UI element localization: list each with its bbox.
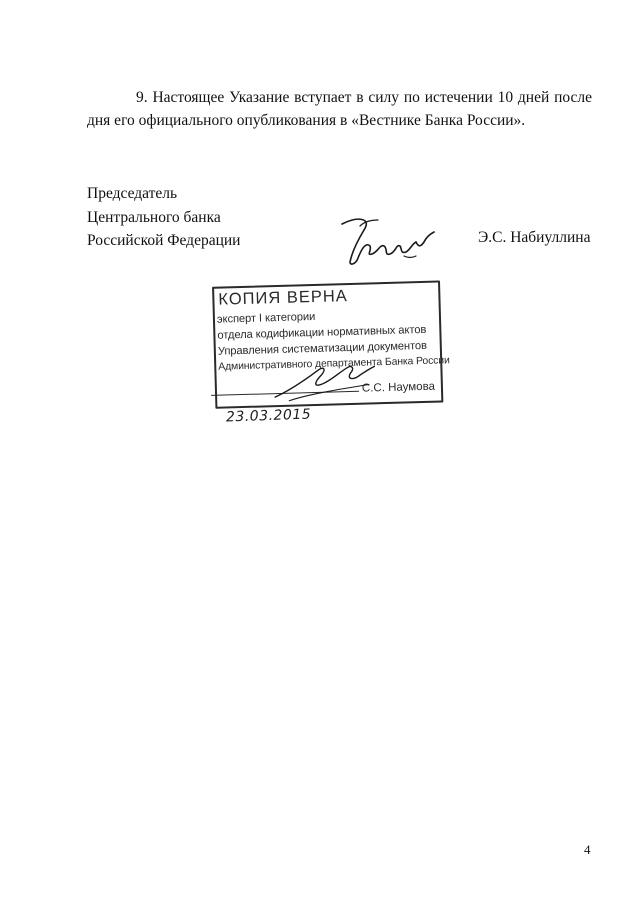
stamp-line-4: Административного департамента Банка России [218,355,450,373]
stamp-line-3: Управления систематизации документов [217,339,428,358]
copy-certified-stamp [206,278,450,408]
signatory-title [87,182,240,253]
stamp-handwritten-date: 23.03.2015 [225,406,312,426]
stamp-title: КОПИЯ ВЕРНА [218,287,349,309]
paragraph-9: 9. Настоящее Указание вступает в силу по истечении 10 дней после дня его официального опубликования в «Вестнике Банка России». [87,89,592,129]
handwritten-signature [338,212,438,268]
signatory-title-line1: Председатель [87,185,178,202]
stamp-line-2: отдела кодификации нормативных актов [217,323,427,342]
signatory-name: Э.С. Набиуллина [478,229,591,246]
signatory-title-line2: Центрального банка [87,208,221,226]
page-number: 4 [584,842,591,857]
stamp-person-name: С.С. Наумова [361,380,436,395]
signatory-title-line3: Российской Федерации [87,232,241,249]
stamp-line-1: эксперт I категории [216,310,316,326]
stamp-signature-scribble [268,358,379,403]
